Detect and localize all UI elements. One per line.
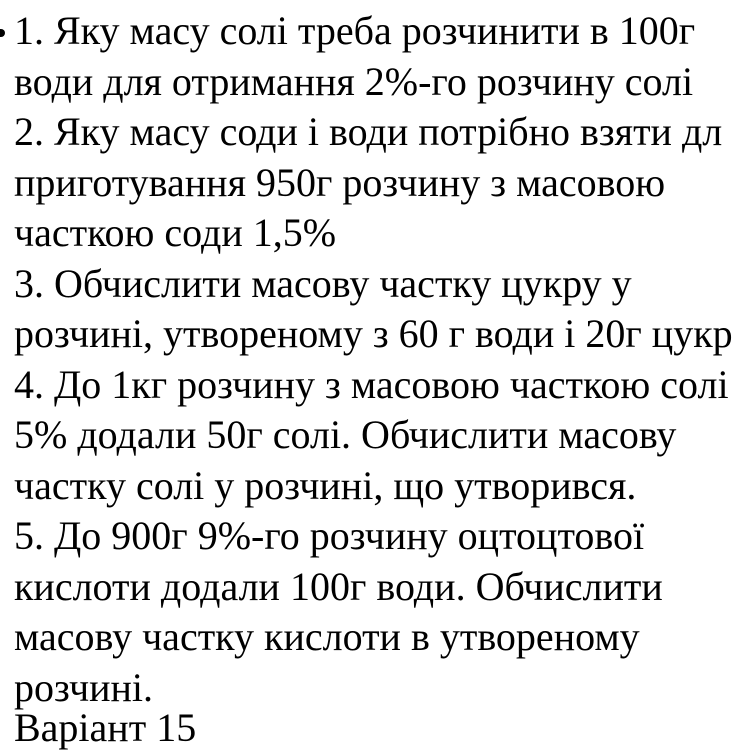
text-line-11: 5. До 900г 9%-го розчину оцтоцтової bbox=[14, 513, 645, 558]
text-line-1: 1. Яку масу солі треба розчинити в 100г bbox=[14, 8, 696, 53]
text-line-14: розчині. bbox=[14, 664, 154, 710]
text-line-3: 2. Яку масу соди і води потрібно взяти дл bbox=[14, 109, 723, 154]
problem-text bbox=[14, 6, 733, 713]
text-line-6: 3. Обчислити масову частку цукру у bbox=[14, 260, 632, 306]
text-line-8: 4. До 1кг розчину з масовою часткою солі bbox=[14, 361, 729, 407]
text-line-12: кислоти додали 100г води. Обчислити bbox=[14, 563, 663, 609]
text-line-5: часткою соди 1,5% bbox=[14, 210, 337, 255]
text-line-7: розчині, утвореному з 60 г води і 20г цукр bbox=[14, 311, 733, 356]
text-line-4: приготування 950г розчину з масовою bbox=[14, 159, 666, 205]
cut-off-text-line: Варіант 15 bbox=[14, 705, 197, 750]
text-line-2: води для отримання 2%-го розчину солі bbox=[14, 58, 694, 104]
text-line-13: масову частку кислоти в утвореному bbox=[14, 614, 640, 659]
bullet-marker bbox=[0, 29, 5, 37]
text-line-9: 5% додали 50г солі. Обчислити масову bbox=[14, 412, 677, 457]
text-line-10: частку солі у розчині, що утворився. bbox=[14, 462, 637, 508]
